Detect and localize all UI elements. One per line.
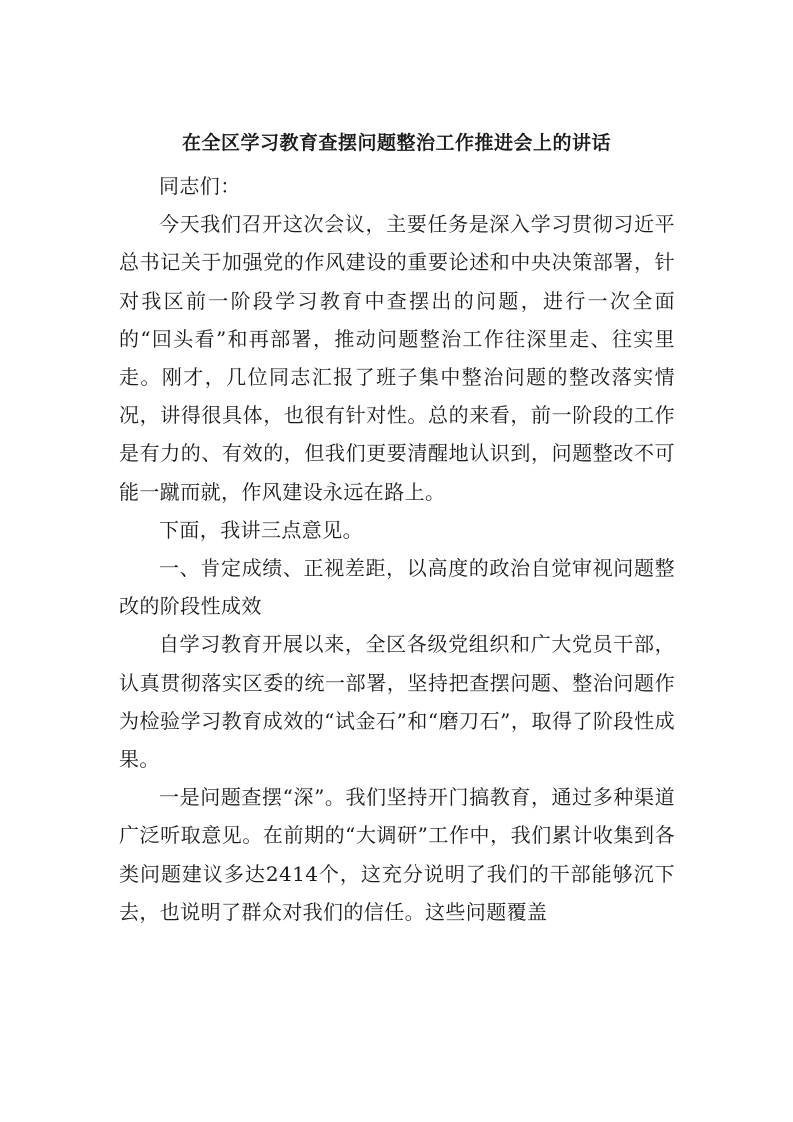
section-heading-1: 一、肯定成绩、正视差距，以高度的政治自觉审视问题整改的阶段性成效 <box>119 556 675 619</box>
salutation: 同志们： <box>159 174 241 198</box>
document-body <box>119 167 675 931</box>
paragraph-point-1: 一是问题查摆“深”。我们坚持开门搞教育，通过多种渠道广泛听取意见。在前期的“大调研”工作中，我们累计收集到各类问题建议多达2414个，这充分说明了我们的干部能够沉下去，也说明了群众对我们的信任。这些问题覆盖 <box>119 785 675 924</box>
paragraph-transition: 下面，我讲三点意见。 <box>159 517 363 542</box>
paragraph-achievements: 自学习教育开展以来，全区各级党组织和广大党员干部，认真贯彻落实区委的统一部署，坚持把查摆问题、整治问题作为检验学习教育成效的“试金石”和“磨刀石”，取得了阶段性成果。 <box>119 632 675 772</box>
paragraph-opening: 今天我们召开这次会议，主要任务是深入学习贯彻习近平总书记关于加强党的作风建设的重要论述和中央决策部署，针对我区前一阶段学习教育中查摆出的问题，进行一次全面的“回头看”和再部署，推动问题整治工作往深里走、往实里走。刚才，几位同志汇报了班子集中整治问题的整改落实情况，讲得很具体，也很有针对性。总的来看，前一阶段的工作是有力的、有效的，但我们更要清醒地认识到，问题整改不可能一蹴而就，作风建设永远在路上。 <box>119 212 675 504</box>
document-title: 在全区学习教育查摆问题整治工作推进会上的讲话 <box>181 132 611 154</box>
